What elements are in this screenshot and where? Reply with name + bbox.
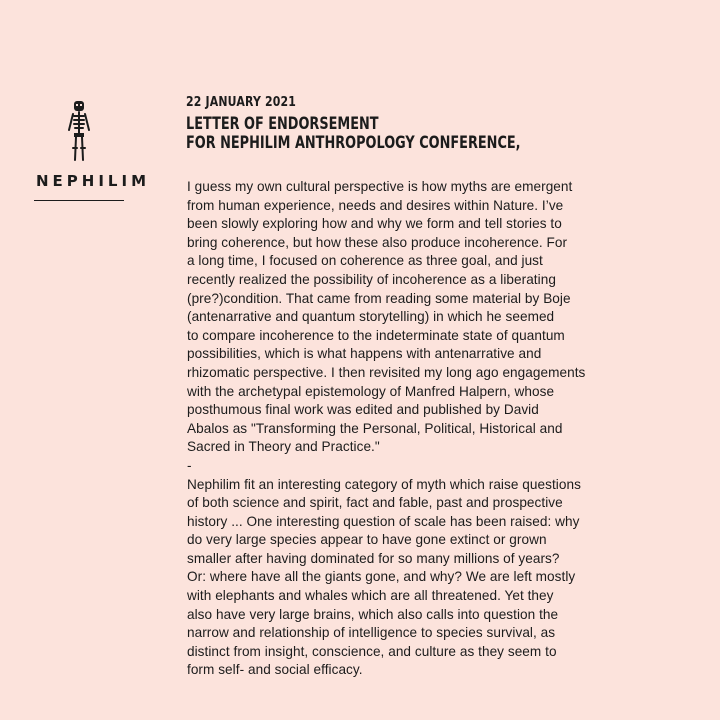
body-line: narrow and relationship of intelligence to species survival, as — [187, 625, 556, 641]
skeleton-icon — [65, 100, 93, 162]
body-line: Nephilim fit an interesting category of myth which raise questions — [187, 476, 581, 492]
letter-title — [186, 114, 576, 152]
body-line: history ... One interesting question of scale has been raised: why — [187, 513, 580, 529]
body-line: (antenarrative and quantum storytelling) in which he seemed — [187, 309, 555, 325]
body-line: to compare incoherence to the indeterminate state of quantum — [187, 327, 565, 343]
body-line: form self- and social efficacy. — [187, 662, 363, 678]
brand-divider — [34, 200, 124, 201]
letter-title-line-1: LETTER OF ENDORSEMENT — [186, 114, 379, 133]
body-line: been slowly exploring how and why we form and tell stories to — [187, 216, 562, 232]
body-line: smaller after having dominated for so many millions of years? — [187, 550, 560, 566]
body-line: also have very large brains, which also calls into question the — [187, 606, 559, 622]
letter-header — [186, 91, 686, 152]
letter-body — [187, 178, 699, 680]
body-line: rhizomatic perspective. I then revisited my long ago engagements — [187, 364, 586, 380]
body-line: with the archetypal epistemology of Manfred Halpern, whose — [187, 383, 555, 399]
body-line: bring coherence, but how these also produce incoherence. For — [187, 234, 568, 250]
body-line: distinct from insight, conscience, and culture as they seem to — [187, 643, 557, 659]
body-line: Sacred in Theory and Practice." — [187, 439, 380, 455]
letter-date: 22 JANUARY 2021 — [186, 95, 297, 110]
body-line: a long time, I focused on coherence as three goal, and just — [187, 253, 543, 269]
body-line: I guess my own cultural perspective is how myths are emergent — [187, 179, 573, 194]
brand-logo — [32, 100, 150, 201]
body-line: possibilities, which is what happens with antenarrative and — [187, 346, 542, 362]
body-line: (pre?)condition. That came from reading some material by Boje — [187, 290, 571, 306]
paragraph-1 — [187, 178, 699, 457]
body-line: of both science and spirit, fact and fable, past and prospective — [187, 495, 563, 511]
body-line: Or: where have all the giants gone, and why? We are left mostly — [187, 569, 576, 585]
brand-name: NEPHILIM — [36, 172, 150, 190]
separator-dash: - — [187, 457, 192, 473]
body-line: do very large species appear to have gone extinct or grown — [187, 532, 547, 548]
body-line: recently realized the possibility of incoherence as a liberating — [187, 271, 556, 287]
letter-title-line-2: FOR NEPHILIM ANTHROPOLOGY CONFERENCE, — [186, 133, 521, 152]
body-line: posthumous final work was edited and published by David — [187, 402, 539, 418]
body-line: from human experience, needs and desires within Nature. I’ve — [187, 197, 564, 213]
body-line: Abalos as "Transforming the Personal, Political, Historical and — [187, 420, 563, 436]
paragraph-2 — [187, 476, 699, 681]
body-line: with elephants and whales which are all threatened. Yet they — [187, 588, 554, 604]
